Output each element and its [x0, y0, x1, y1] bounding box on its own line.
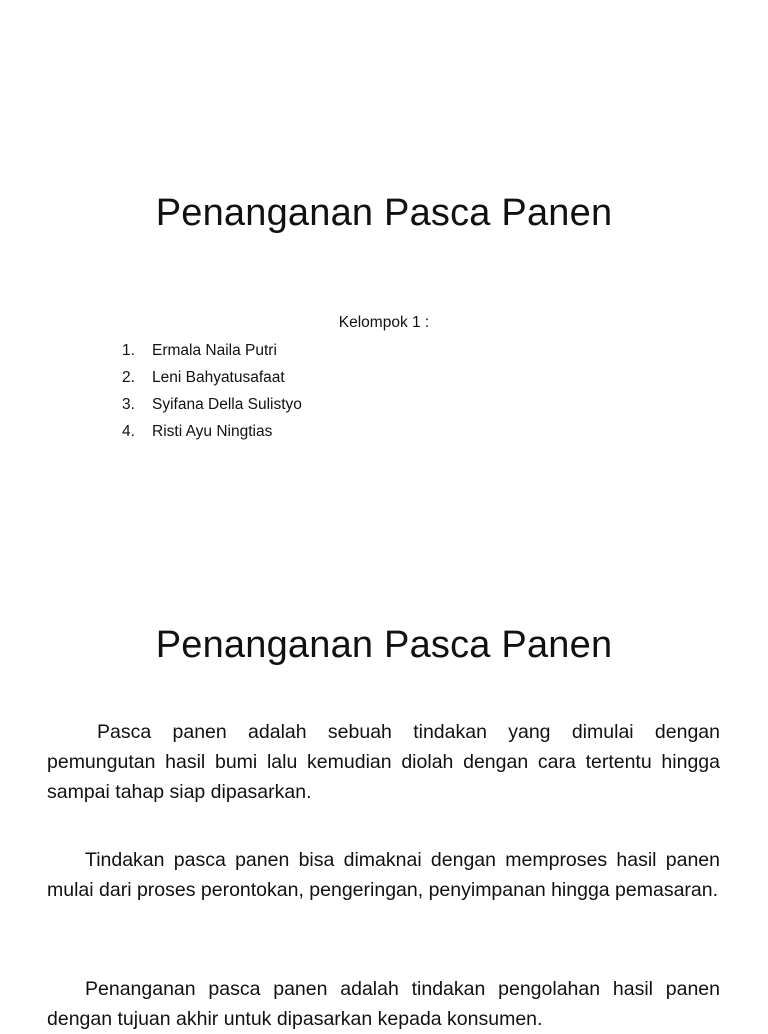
- list-item: [122, 340, 302, 367]
- list-number: 2.: [122, 369, 135, 386]
- content-slide: [0, 580, 768, 1030]
- list-item: [122, 421, 302, 448]
- member-name: Risti Ayu Ningtias: [152, 423, 273, 440]
- list-item: [122, 367, 302, 394]
- paragraph: Penanganan pasca panen adalah tindakan pengolahan hasil panen dengan tujuan akhir untuk dipasarkan kepada konsumen.: [47, 978, 720, 1030]
- list-number: 1.: [122, 342, 135, 359]
- slide-title: Penanganan Pasca Panen: [155, 624, 613, 666]
- list-number: 3.: [122, 396, 135, 413]
- member-list: [122, 340, 302, 448]
- group-label: Kelompok 1 :: [338, 314, 430, 331]
- member-name: Ermala Naila Putri: [152, 342, 277, 359]
- slide-title: Penanganan Pasca Panen: [155, 192, 613, 234]
- paragraph: Pasca panen adalah sebuah tindakan yang dimulai dengan pemungutan hasil bumi lalu kemudian diolah dengan cara tertentu hingga sampai tahap siap dipasarkan.: [47, 721, 720, 803]
- list-item: [122, 394, 302, 421]
- member-name: Leni Bahyatusafaat: [152, 369, 285, 386]
- paragraph: Tindakan pasca panen bisa dimaknai dengan memproses hasil panen mulai dari proses perontokan, pengeringan, penyimpanan hingga pemasaran.: [47, 849, 720, 901]
- member-name: Syifana Della Sulistyo: [152, 396, 302, 413]
- list-number: 4.: [122, 423, 135, 440]
